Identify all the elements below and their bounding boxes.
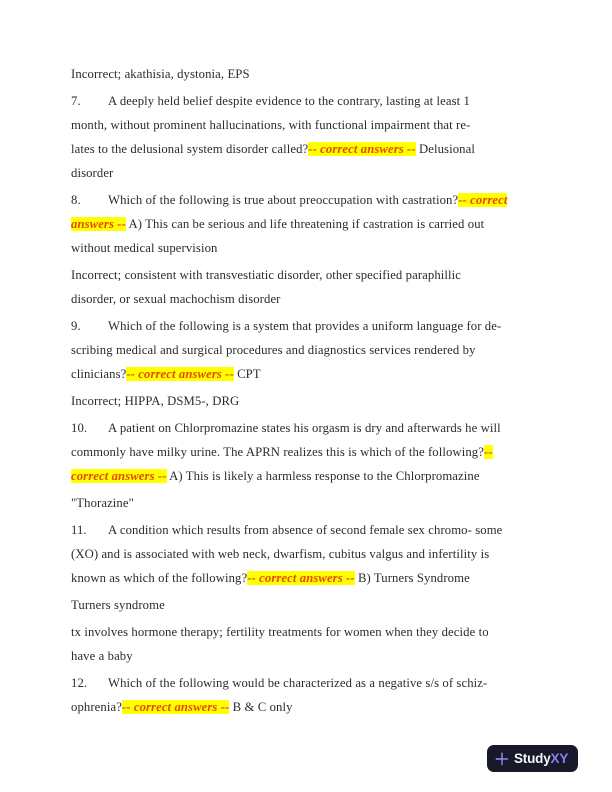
text-run: Incorrect; akathisia, dystonia, EPS	[71, 67, 250, 81]
text-line	[71, 518, 551, 542]
text-line	[71, 593, 551, 617]
text-line	[71, 314, 551, 338]
paragraph	[71, 491, 551, 515]
question-number: 12.	[71, 676, 88, 690]
question-number: 11.	[71, 523, 87, 537]
text-run: lates to the delusional system disorder called?	[71, 142, 309, 156]
brand-study: Study	[514, 750, 551, 766]
text-line	[71, 188, 551, 212]
paragraph	[71, 62, 551, 86]
text-run: known as which of the following?	[71, 571, 248, 585]
paragraph	[71, 620, 551, 668]
text-line	[71, 671, 551, 695]
brand-text	[514, 752, 568, 766]
brand-xy: XY	[550, 750, 569, 766]
text-run: A patient on Chlorpromazine states his orgasm is dry and afterwards he will	[108, 421, 501, 435]
text-run: have a baby	[71, 649, 133, 663]
text-run: B) Turners Syndrome	[354, 571, 470, 585]
correct-answers-marker: correct answers --	[71, 469, 167, 483]
text-line	[71, 542, 551, 566]
text-run: B & C only	[229, 700, 293, 714]
text-run: commonly have milky urine. The APRN realizes this is which of the following?	[71, 445, 484, 459]
text-run: tx involves hormone therapy; fertility treatments for women when they decide to	[71, 625, 489, 639]
paragraph	[71, 89, 551, 185]
studyxy-logo	[487, 745, 578, 772]
text-line	[71, 89, 551, 113]
text-run: scribing medical and surgical procedures and diagnostics services rendered by	[71, 343, 476, 357]
paragraph	[71, 518, 551, 590]
question-number: 9.	[71, 319, 81, 333]
correct-answers-marker: -- correct answers --	[121, 700, 230, 714]
text-run: disorder	[71, 166, 114, 180]
text-line	[71, 137, 551, 161]
question-number: 7.	[71, 94, 81, 108]
text-run: ophrenia?	[71, 700, 122, 714]
text-line	[71, 440, 551, 464]
correct-answers-marker: --	[483, 445, 493, 459]
text-run: Delusional	[415, 142, 475, 156]
correct-answers-marker: -- correct answers --	[247, 571, 355, 585]
question-number: 10.	[71, 421, 88, 435]
text-run: without medical supervision	[71, 241, 218, 255]
text-run: A condition which results from absence of second female sex chromo- some	[108, 523, 503, 537]
text-line	[71, 212, 551, 236]
text-run: "Thorazine"	[71, 496, 134, 510]
text-line	[71, 389, 551, 413]
text-line	[71, 236, 551, 260]
text-line	[71, 416, 551, 440]
paragraph	[71, 389, 551, 413]
paragraph	[71, 188, 551, 260]
text-line	[71, 644, 551, 668]
document-text	[71, 62, 551, 722]
paragraph	[71, 263, 551, 311]
text-line	[71, 113, 551, 137]
text-run: Which of the following would be characterized as a negative s/s of schiz-	[108, 676, 488, 690]
plus-icon	[495, 752, 509, 766]
text-line	[71, 62, 551, 86]
text-run: disorder, or sexual machochism disorder	[71, 292, 281, 306]
paragraph	[71, 671, 551, 719]
text-line	[71, 695, 551, 719]
text-run: Which of the following is a system that provides a uniform language for de-	[108, 319, 502, 333]
text-run: month, without prominent hallucinations, with functional impairment that re-	[71, 118, 471, 132]
text-run: CPT	[233, 367, 261, 381]
text-run: Incorrect; HIPPA, DSM5-, DRG	[71, 394, 240, 408]
text-line	[71, 464, 551, 488]
text-run: clinicians?	[71, 367, 127, 381]
correct-answers-marker: -- correct	[458, 193, 508, 207]
text-line	[71, 161, 551, 185]
text-run: Turners syndrome	[71, 598, 165, 612]
paragraph	[71, 314, 551, 386]
text-line	[71, 338, 551, 362]
correct-answers-marker: -- correct answers --	[126, 367, 234, 381]
text-line	[71, 566, 551, 590]
text-run: Incorrect; consistent with transvestiatic disorder, other specified paraphillic	[71, 268, 461, 282]
text-line	[71, 287, 551, 311]
text-line	[71, 620, 551, 644]
text-run: (XO) and is associated with web neck, dwarfism, cubitus valgus and infertility is	[71, 547, 490, 561]
text-line	[71, 362, 551, 386]
text-run: Which of the following is true about preoccupation with castration?	[108, 193, 459, 207]
text-line	[71, 491, 551, 515]
text-run: A) This is likely a harmless response to the Chlorpromazine	[166, 469, 480, 483]
text-run: A deeply held belief despite evidence to the contrary, lasting at least 1	[108, 94, 470, 108]
text-run: A) This can be serious and life threatening if castration is carried out	[125, 217, 485, 231]
question-number: 8.	[71, 193, 81, 207]
paragraph	[71, 593, 551, 617]
correct-answers-marker: -- correct answers --	[308, 142, 416, 156]
text-line	[71, 263, 551, 287]
correct-answers-marker: answers --	[71, 217, 126, 231]
paragraph	[71, 416, 551, 488]
